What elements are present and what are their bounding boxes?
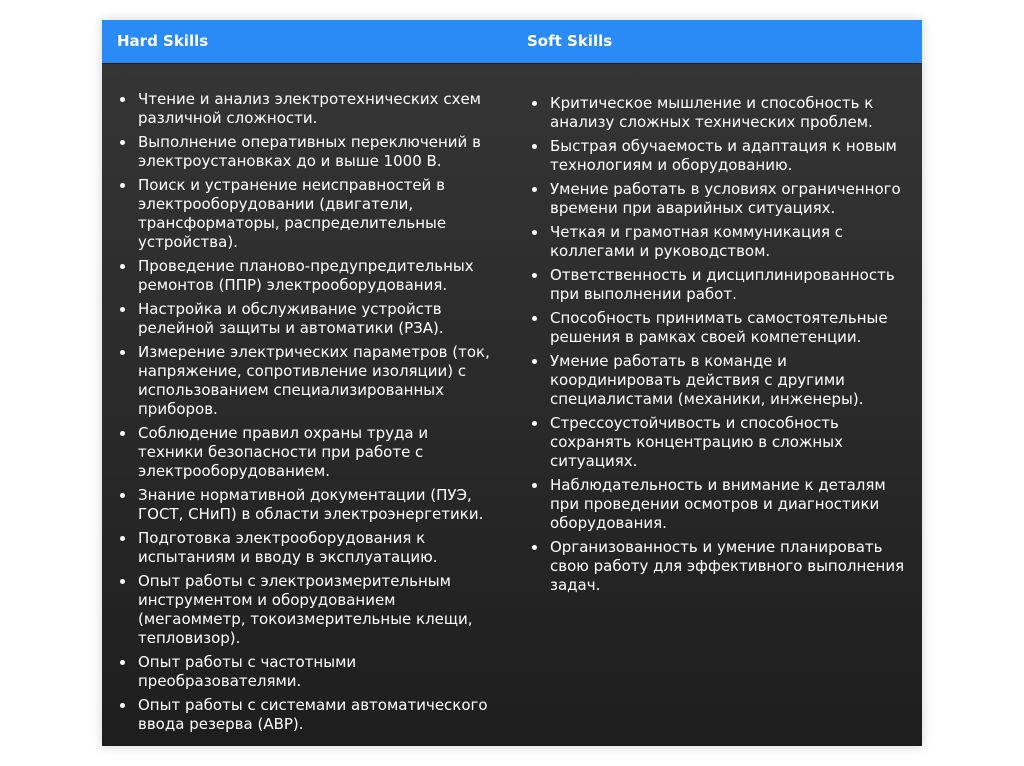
- soft-skill-item: Стрессоустойчивость и способность сохранять концентрацию в сложных ситуациях.: [528, 414, 910, 471]
- hard-skill-item: Настройка и обслуживание устройств релейной защиты и автоматики (РЗА).: [116, 300, 498, 338]
- hard-skills-heading: Hard Skills: [117, 32, 209, 50]
- hard-skill-item: Поиск и устранение неисправностей в электрооборудовании (двигатели, трансформаторы, распределительные устройства).: [116, 176, 498, 252]
- soft-skill-item: Умение работать в команде и координировать действия с другими специалистами (механики, инженеры).: [528, 352, 910, 409]
- soft-skill-item: Четкая и грамотная коммуникация с коллегами и руководством.: [528, 223, 910, 261]
- soft-skills-heading: Soft Skills: [527, 32, 613, 50]
- soft-skill-item: Критическое мышление и способность к анализу сложных технических проблем.: [528, 94, 910, 132]
- hard-skill-item: Подготовка электрооборудования к испытаниям и вводу в эксплуатацию.: [116, 529, 498, 567]
- soft-skills-list: [528, 94, 910, 595]
- table-body: [102, 64, 922, 746]
- hard-skills-column: [102, 64, 512, 746]
- soft-skills-column: [512, 64, 922, 746]
- hard-skill-item: Опыт работы с электроизмерительным инструментом и оборудованием (мегаомметр, токоизмерительные клещи, тепловизор).: [116, 572, 498, 648]
- table-header: [102, 20, 922, 64]
- hard-skills-list: [116, 90, 498, 734]
- soft-skill-item: Наблюдательность и внимание к деталям при проведении осмотров и диагностики оборудования.: [528, 476, 910, 533]
- soft-skill-item: Быстрая обучаемость и адаптация к новым технологиям и оборудованию.: [528, 137, 910, 175]
- skills-table: [102, 20, 922, 746]
- hard-skill-item: Знание нормативной документации (ПУЭ, ГОСТ, СНиП) в области электроэнергетики.: [116, 486, 498, 524]
- soft-skill-item: Умение работать в условиях ограниченного времени при аварийных ситуациях.: [528, 180, 910, 218]
- hard-skill-item: Проведение планово-предупредительных ремонтов (ППР) электрооборудования.: [116, 257, 498, 295]
- soft-skill-item: Ответственность и дисциплинированность при выполнении работ.: [528, 266, 910, 304]
- hard-skill-item: Опыт работы с частотными преобразователями.: [116, 653, 498, 691]
- hard-skill-item: Соблюдение правил охраны труда и техники безопасности при работе с электрооборудованием.: [116, 424, 498, 481]
- soft-skill-item: Организованность и умение планировать свою работу для эффективного выполнения задач.: [528, 538, 910, 595]
- soft-skill-item: Способность принимать самостоятельные решения в рамках своей компетенции.: [528, 309, 910, 347]
- hard-skill-item: Выполнение оперативных переключений в электроустановках до и выше 1000 В.: [116, 133, 498, 171]
- hard-skill-item: Опыт работы с системами автоматического ввода резерва (АВР).: [116, 696, 498, 734]
- hard-skill-item: Измерение электрических параметров (ток, напряжение, сопротивление изоляции) с использованием специализированных приборов.: [116, 343, 498, 419]
- hard-skill-item: Чтение и анализ электротехнических схем различной сложности.: [116, 90, 498, 128]
